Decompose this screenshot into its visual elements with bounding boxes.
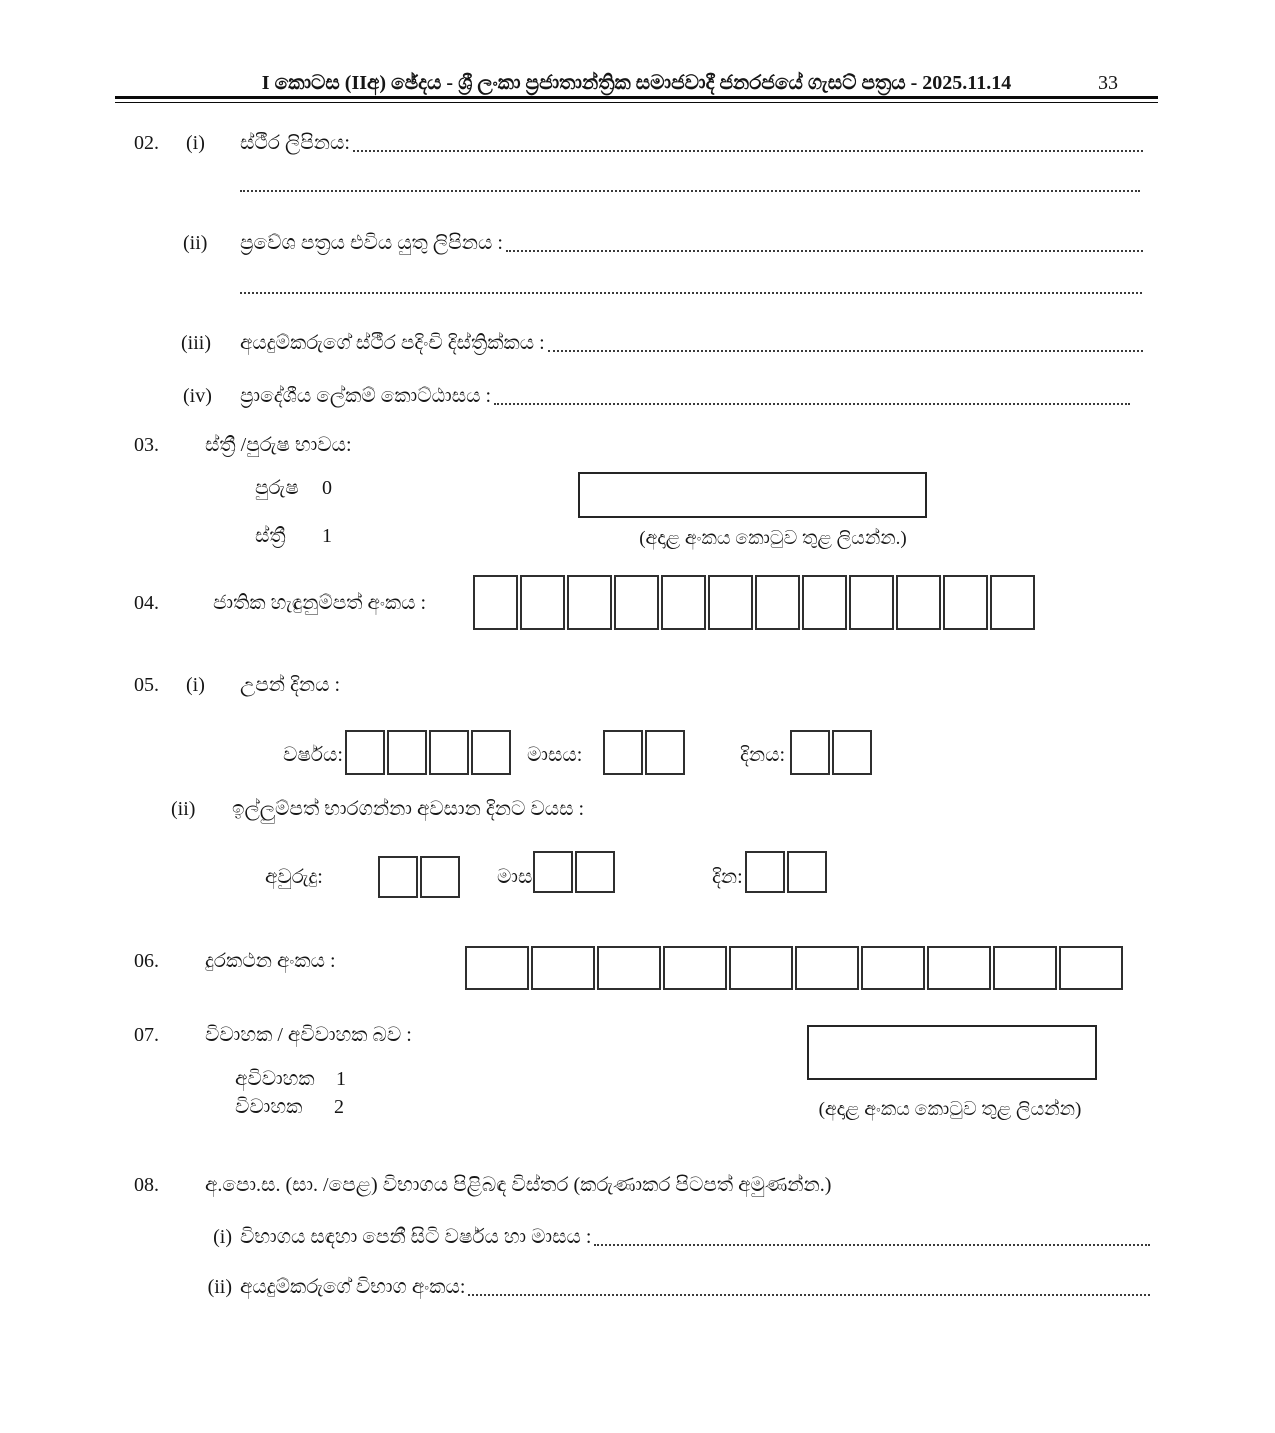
digit-cell[interactable] (993, 946, 1057, 990)
q02-iv-label: ප්‍රාදේශීය ලේකම් කොට්ඨාසය : (240, 385, 492, 407)
q05-ii-numeral: (ii) (171, 798, 196, 820)
digit-cell[interactable] (802, 575, 847, 630)
digit-cell[interactable] (787, 851, 827, 893)
q03-male-code: 0 (322, 477, 332, 499)
q02-iii-label: අයදුම්කරුගේ ස්ථීර පදිංචි දිස්ත්‍රික්කය : (240, 332, 545, 354)
digit-cell[interactable] (943, 575, 988, 630)
q05-age-days-label: දින: (712, 866, 743, 888)
digit-cell[interactable] (520, 575, 565, 630)
digit-cell[interactable] (745, 851, 785, 893)
header-rule-thin (115, 102, 1158, 103)
q06-label: දුරකථන අංකය : (205, 950, 336, 972)
digit-cell[interactable] (471, 730, 511, 775)
q05-i-label: උපන් දිනය : (240, 674, 341, 696)
q08-ii-label: අයදුම්කරුගේ විභාග අංකය: (240, 1276, 466, 1298)
q08-ii-numeral: (ii) (207, 1276, 232, 1298)
digit-cell[interactable] (614, 575, 659, 630)
q05-ii-label: ඉල්ලුම්පත් භාරගන්නා අවසාන දිනට වයස : (232, 798, 585, 820)
digit-cell[interactable] (790, 730, 830, 775)
q05-age-days-cells (745, 851, 827, 893)
q07-married-code: 2 (334, 1096, 344, 1118)
header-rule-thick (115, 96, 1158, 99)
q02-iii-numeral: (iii) (181, 332, 211, 354)
q04-nic-cells (473, 575, 1035, 630)
digit-cell[interactable] (378, 856, 418, 898)
digit-cell[interactable] (567, 575, 612, 630)
digit-cell[interactable] (1059, 946, 1123, 990)
q08-label: අ.පො.ස. (සා. /පෙළ) විභාගය පිළිබඳ විස්තර (කරුණාකර පිටපත් අමුණන්න.) (205, 1174, 832, 1196)
q02-iii-row (240, 330, 1143, 356)
digit-cell[interactable] (729, 946, 793, 990)
digit-cell[interactable] (849, 575, 894, 630)
digit-cell[interactable] (795, 946, 859, 990)
q03-male-label: පුරුෂ (255, 477, 299, 499)
q08-i-row (240, 1224, 1150, 1250)
q02-iv-row (240, 383, 1130, 409)
digit-cell[interactable] (755, 575, 800, 630)
q05-month-cells (603, 730, 685, 775)
q05-age-years-label: අවුරුදු: (265, 866, 323, 888)
page-number: 33 (1098, 72, 1118, 94)
q05-age-months-cells (533, 851, 615, 893)
q07-unmarried-code: 1 (336, 1068, 346, 1090)
digit-cell[interactable] (663, 946, 727, 990)
q07-unmarried-label: අවිවාහක (235, 1068, 315, 1090)
q05-month-label: මාසය: (527, 744, 583, 766)
digit-cell[interactable] (575, 851, 615, 893)
q02-i-fill-line[interactable] (353, 150, 1143, 152)
q05-day-cells (790, 730, 872, 775)
digit-cell[interactable] (603, 730, 643, 775)
digit-cell[interactable] (661, 575, 706, 630)
digit-cell[interactable] (896, 575, 941, 630)
q07-married-label: විවාහක (235, 1096, 303, 1118)
q08-i-fill-line[interactable] (594, 1244, 1150, 1246)
q02-iv-fill-line[interactable] (494, 403, 1130, 405)
q02-ii-fill-line-2[interactable] (240, 292, 1142, 294)
digit-cell[interactable] (597, 946, 661, 990)
page-header-title: I කොටස (IIඅ) ඡේදය - ශ්‍රී ලංකා ප්‍රජාතාන්ත්‍රික සමාජවාදී ජනරජයේ ගැසට් පත්‍රය - 2025.11.14 (261, 72, 1012, 94)
q03-box-hint: (අදාළ අංකය කොටුව තුළ ලියන්න.) (639, 528, 907, 549)
q03-female-code: 1 (322, 525, 332, 547)
digit-cell[interactable] (345, 730, 385, 775)
digit-cell[interactable] (387, 730, 427, 775)
q08-ii-row (240, 1274, 1150, 1300)
q02-i-row (240, 130, 1143, 156)
q08-i-label: විභාගය සඳහා පෙනී සිටි වර්ෂය හා මාසය : (240, 1226, 592, 1248)
q05-year-label: වර්ෂය: (283, 744, 343, 766)
q02-iii-fill-line[interactable] (548, 350, 1143, 352)
digit-cell[interactable] (645, 730, 685, 775)
q02-ii-numeral: (ii) (183, 232, 208, 254)
digit-cell[interactable] (473, 575, 518, 630)
digit-cell[interactable] (708, 575, 753, 630)
q03-number: 03. (134, 434, 159, 456)
q04-label: ජාතික හැඳුනුම්පත් අංකය : (213, 592, 427, 614)
q03-answer-box[interactable] (578, 472, 927, 518)
q02-ii-row (240, 230, 1143, 256)
digit-cell[interactable] (465, 946, 529, 990)
q02-i-fill-line-2[interactable] (240, 190, 1140, 192)
q08-ii-fill-line[interactable] (468, 1294, 1150, 1296)
digit-cell[interactable] (832, 730, 872, 775)
digit-cell[interactable] (861, 946, 925, 990)
q07-box-hint: (අදාළ අංකය කොටුව තුළ ලියන්න) (818, 1099, 1082, 1120)
q02-iv-numeral: (iv) (183, 385, 212, 407)
digit-cell[interactable] (533, 851, 573, 893)
q06-phone-cells (465, 946, 1123, 990)
q05-age-years-cells (378, 856, 460, 898)
q07-label: විවාහක / අවිවාහක බව : (205, 1024, 412, 1046)
q02-i-label: ස්ථීර ලිපිනය: (240, 132, 350, 154)
q06-number: 06. (134, 950, 159, 972)
q05-day-label: දිනය: (740, 744, 786, 766)
q04-number: 04. (134, 592, 159, 614)
q05-age-months-label: මාස (497, 866, 533, 888)
digit-cell[interactable] (990, 575, 1035, 630)
digit-cell[interactable] (927, 946, 991, 990)
digit-cell[interactable] (531, 946, 595, 990)
q02-ii-label: ප්‍රවේශ පත්‍රය එවිය යුතු ලිපිනය : (240, 232, 503, 254)
q07-number: 07. (134, 1024, 159, 1046)
q08-i-numeral: (i) (213, 1226, 232, 1248)
q05-number: 05. (134, 674, 159, 696)
q05-year-cells (345, 730, 511, 775)
q02-i-numeral: (i) (186, 132, 205, 154)
q03-female-label: ස්ත්‍රී (255, 525, 286, 547)
digit-cell[interactable] (429, 730, 469, 775)
q08-number: 08. (134, 1174, 159, 1196)
q05-i-numeral: (i) (186, 674, 205, 696)
q02-number: 02. (134, 132, 159, 154)
q02-ii-fill-line[interactable] (506, 250, 1143, 252)
q07-answer-box[interactable] (807, 1025, 1097, 1080)
q03-label: ස්ත්‍රී /පුරුෂ භාවය: (205, 434, 352, 456)
digit-cell[interactable] (420, 856, 460, 898)
